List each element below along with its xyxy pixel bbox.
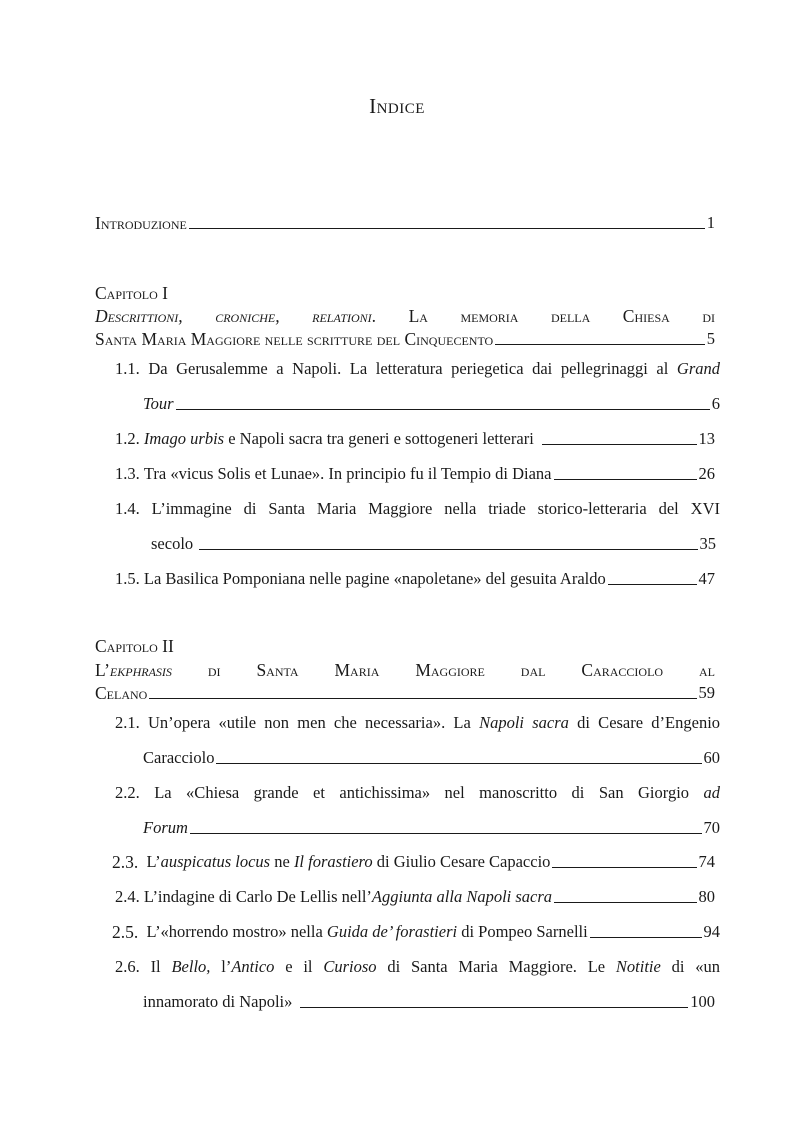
- toc-page-number: 100: [690, 992, 715, 1011]
- section-number: 2.1.: [115, 713, 140, 732]
- section-title: Caracciolo: [143, 748, 215, 767]
- leader-line: [554, 902, 696, 903]
- section-title-c: di Giulio Cesare Capaccio: [376, 852, 551, 871]
- section-number: 1.2.: [115, 429, 140, 448]
- section-title-italic: Aggiunta alla Napoli sacra: [371, 887, 553, 906]
- toc-entry-1-5[interactable]: [115, 569, 715, 589]
- chapter-1-title-line1[interactable]: [95, 306, 715, 327]
- section-title-italic: Imago urbis: [143, 429, 225, 448]
- section-title-b: di Cesare d’Engenio: [577, 713, 721, 732]
- section-title-italic: Bello,: [171, 957, 211, 976]
- section-title-part: l’: [221, 957, 232, 976]
- toc-entry-2-2[interactable]: [115, 783, 720, 803]
- section-number: 1.3.: [115, 464, 140, 483]
- section-title: L’«horrendo mostro» nella: [146, 922, 323, 941]
- section-title-b: di Pompeo Sarnelli: [461, 922, 588, 941]
- chapter-1-label: Capitolo I: [95, 283, 168, 303]
- leader-line: [542, 444, 697, 445]
- section-title: Tra «vicus Solis et Lunae». In principio fu il Tempio di Diana: [143, 464, 552, 483]
- toc-entry-1-1-cont[interactable]: [143, 394, 720, 414]
- section-title-b: ne: [274, 852, 290, 871]
- chapter-2-title-line2: Celano: [95, 683, 148, 703]
- leader-line: [189, 228, 705, 229]
- toc-entry-2-6[interactable]: [115, 957, 720, 977]
- toc-page-number: 1: [706, 213, 715, 232]
- toc-entry-1-1[interactable]: [115, 359, 720, 379]
- toc-page-number: 13: [698, 429, 715, 448]
- toc-page-number: 26: [698, 464, 715, 483]
- section-number: 1.1.: [115, 359, 140, 378]
- section-number: 2.5.: [112, 922, 139, 942]
- section-title: e Napoli sacra tra generi e sottogeneri letterari: [228, 429, 534, 448]
- section-title-italic: Notitie: [615, 957, 661, 976]
- toc-page-number: 59: [698, 683, 715, 702]
- toc-page-number: 74: [698, 852, 715, 871]
- toc-page-number: 70: [703, 818, 720, 837]
- leader-line: [216, 763, 701, 764]
- toc-page-number: 80: [698, 887, 715, 906]
- section-title: L’immagine di Santa Maria Maggiore nella triade storico-letteraria del XVI: [151, 499, 720, 518]
- section-title-italic: Curioso: [323, 957, 377, 976]
- toc-entry-introduzione[interactable]: [95, 213, 715, 233]
- toc-label: Introduzione: [95, 213, 187, 233]
- section-title-italic: Forum: [143, 818, 188, 837]
- section-number: 2.3.: [112, 852, 139, 872]
- section-title: La Basilica Pomponiana nelle pagine «napoletane» del gesuita Araldo: [143, 569, 606, 588]
- leader-line: [190, 833, 702, 834]
- chapter-1-title-italic-b: relationi: [312, 306, 372, 326]
- leader-line: [199, 549, 697, 550]
- leader-line: [495, 344, 705, 345]
- toc-entry-2-1[interactable]: [115, 713, 720, 733]
- section-title-italic: Grand: [676, 359, 720, 378]
- toc-entry-2-5[interactable]: [112, 922, 720, 942]
- section-title: innamorato di Napoli»: [143, 992, 293, 1011]
- toc-page-number: 6: [711, 394, 720, 413]
- section-title-italic: auspicatus locus: [160, 852, 271, 871]
- toc-page-number: 35: [699, 534, 716, 553]
- section-number: 2.2.: [115, 783, 140, 802]
- leader-line: [554, 479, 697, 480]
- toc-entry-chapter-2[interactable]: [95, 683, 715, 703]
- section-number: 2.6.: [115, 957, 140, 976]
- chapter-2-label: Capitolo II: [95, 636, 174, 656]
- section-title: Da Gerusalemme a Napoli. La letteratura periegetica dai pellegrinaggi al: [148, 359, 669, 378]
- toc-page-number: 5: [706, 329, 715, 348]
- toc-page-number: 60: [703, 748, 720, 767]
- chapter-2-title-italic: ekphrasis: [109, 660, 172, 680]
- section-title-part: di «un: [671, 957, 721, 976]
- section-title-italic-2: Il forastiero: [293, 852, 373, 871]
- toc-entry-2-4[interactable]: [115, 887, 715, 907]
- section-title: Un’opera «utile non men che necessaria». La: [147, 713, 471, 732]
- section-title-italic: ad: [703, 783, 720, 802]
- toc-entry-1-4[interactable]: [115, 499, 720, 519]
- leader-line: [590, 937, 702, 938]
- chapter-1-title-text: . La memoria della Chiesa di: [371, 306, 715, 326]
- section-title-italic: Guida de’ forastieri: [326, 922, 458, 941]
- toc-entry-1-4-cont[interactable]: [151, 534, 716, 554]
- section-title-part: e il: [285, 957, 313, 976]
- page-title: Indice: [369, 94, 425, 118]
- leader-line: [300, 1007, 688, 1008]
- chapter-2-title-text: L’: [95, 660, 110, 680]
- section-title-italic: Napoli sacra: [479, 713, 569, 732]
- section-title-italic: Antico: [231, 957, 275, 976]
- toc-page-number: 47: [698, 569, 715, 588]
- leader-line: [608, 584, 697, 585]
- leader-line: [176, 409, 710, 410]
- toc-entry-1-3[interactable]: [115, 464, 715, 484]
- toc-entry-1-2[interactable]: [115, 429, 715, 449]
- section-number: 1.4.: [115, 499, 140, 518]
- toc-entry-chapter-1[interactable]: [95, 329, 715, 349]
- chapter-2-title-line1[interactable]: [95, 660, 715, 681]
- chapter-1-title-italic: Descrittioni, croniche,: [95, 306, 280, 326]
- section-title: Il: [150, 957, 161, 976]
- section-title: La «Chiesa grande et antichissima» nel manoscritto di San Giorgio: [154, 783, 690, 802]
- toc-entry-2-2-cont[interactable]: [143, 818, 720, 838]
- section-number: 2.4.: [115, 887, 140, 906]
- chapter-2-title-text-b: di Santa Maria Maggiore dal Caracciolo al: [207, 660, 715, 680]
- section-title: L’indagine di Carlo De Lellis nell’: [143, 887, 372, 906]
- chapter-1-title-line2: Santa Maria Maggiore nelle scritture del Cinquecento: [95, 329, 494, 349]
- section-title: secolo: [151, 534, 194, 553]
- toc-entry-2-3[interactable]: [112, 852, 715, 872]
- toc-page-number: 94: [703, 922, 720, 941]
- section-title-part: di Santa Maria Maggiore. Le: [387, 957, 606, 976]
- section-title-italic: Tour: [143, 394, 174, 413]
- toc-entry-2-1-cont[interactable]: [143, 748, 720, 768]
- toc-entry-2-6-cont[interactable]: [143, 992, 715, 1012]
- section-title: L’: [146, 852, 161, 871]
- section-number: 1.5.: [115, 569, 140, 588]
- leader-line: [552, 867, 696, 868]
- leader-line: [149, 698, 696, 699]
